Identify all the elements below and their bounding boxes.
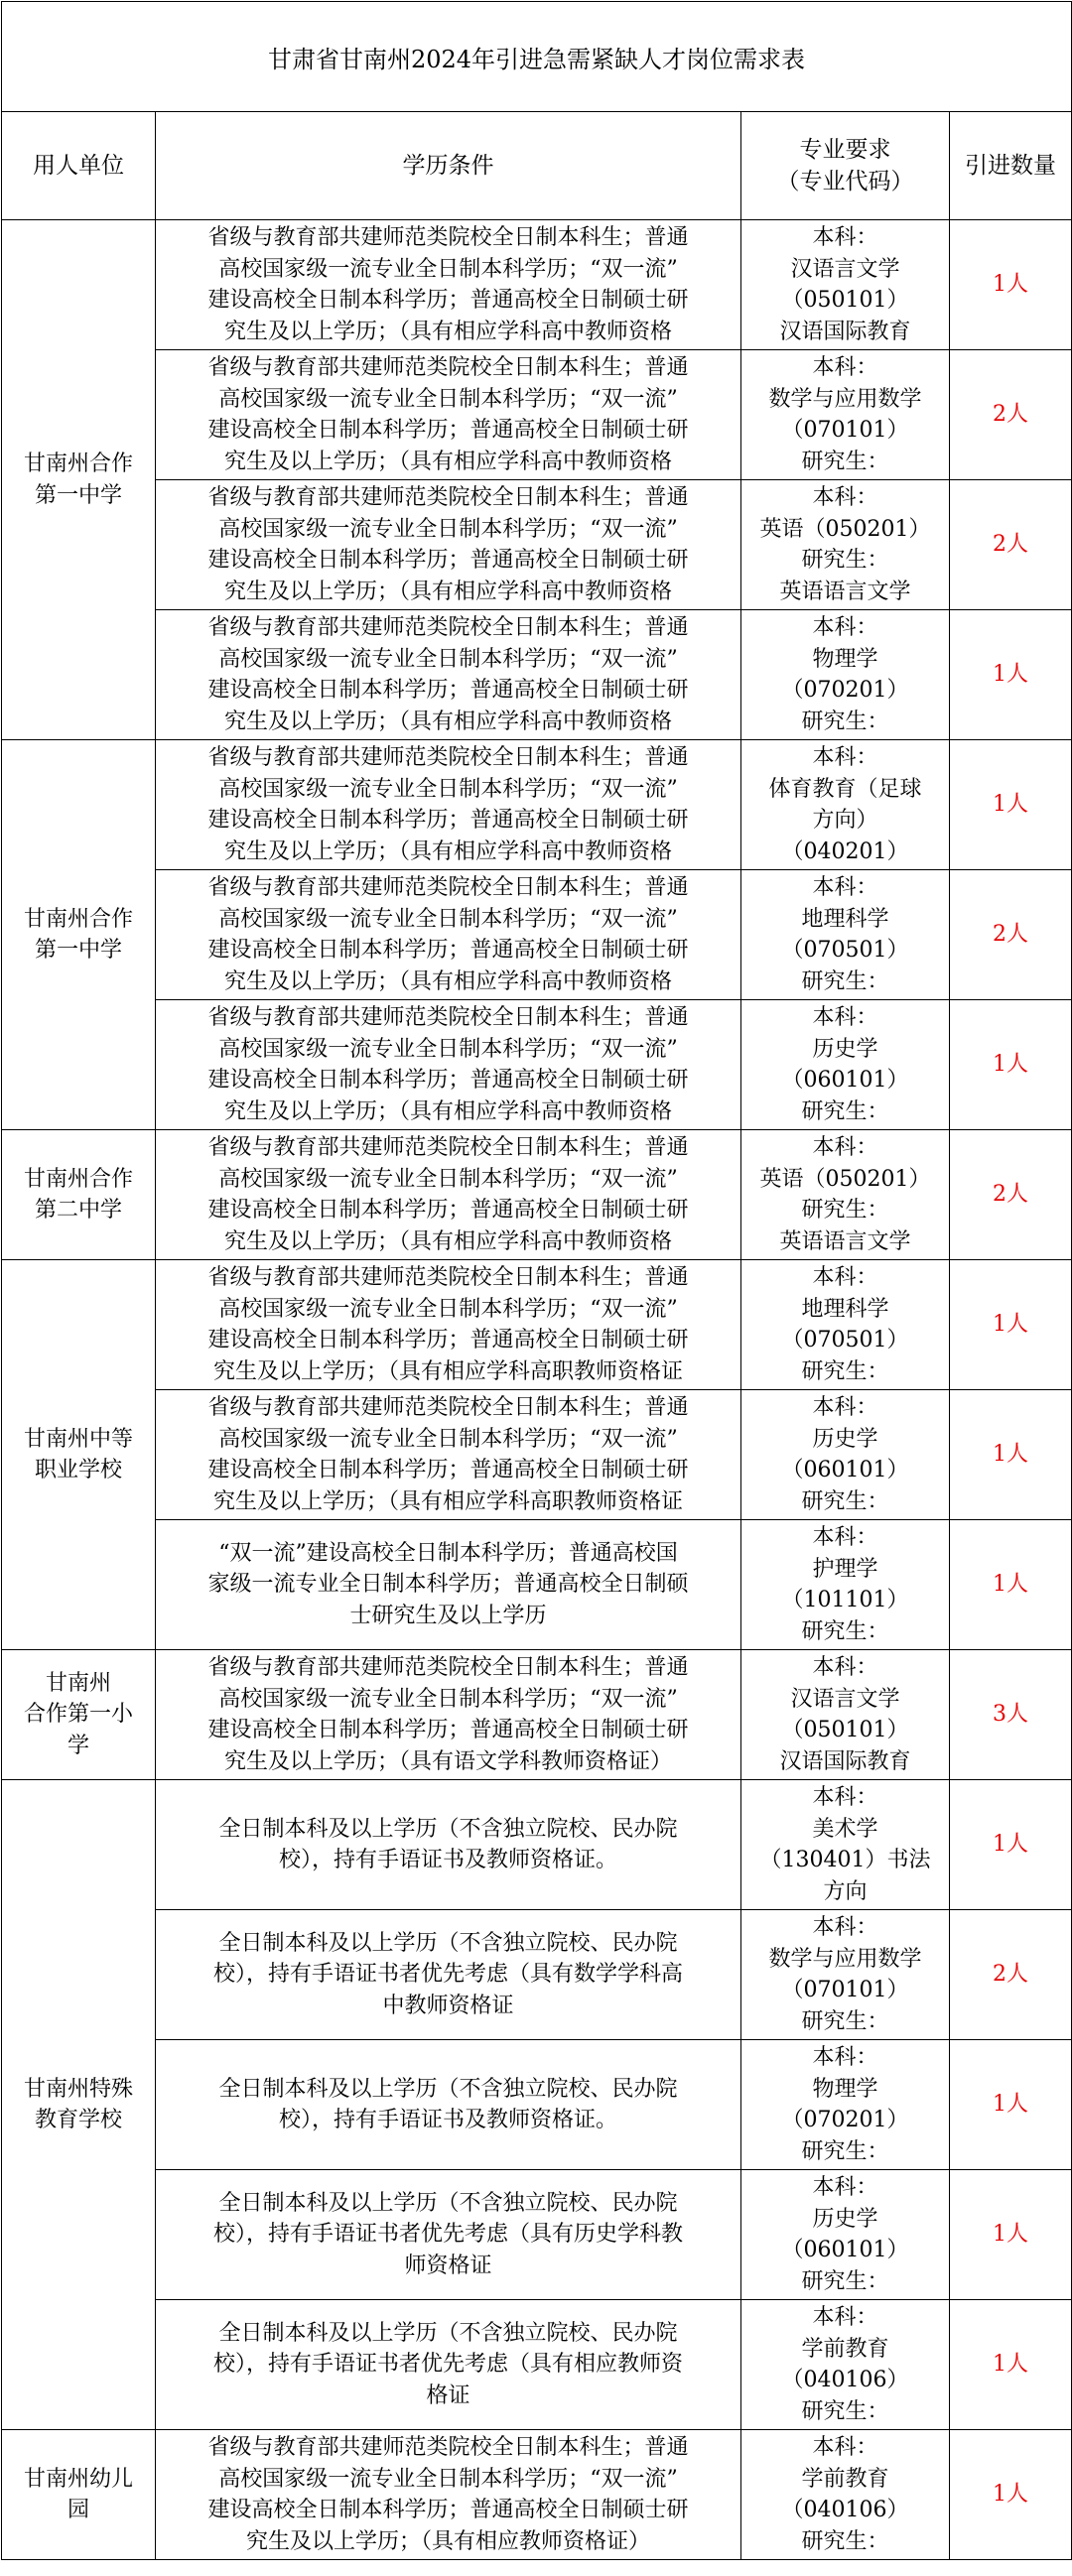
major-text-line: （070501） xyxy=(781,938,909,963)
education-text-line: 究生及以上学历；（具有相应学科高中教师资格 xyxy=(223,579,672,604)
major-text-line: （070101） xyxy=(781,1978,909,2002)
recruitment-table xyxy=(1,1,1072,2560)
education-cell xyxy=(156,2430,741,2560)
major-text-line: 本科： xyxy=(812,2175,878,2200)
major-text-line: 研究生： xyxy=(801,1198,889,1223)
education-text-line: 建设高校全日制本科学历；普通高校全日制硕士研 xyxy=(207,678,689,703)
unit-name-line: 甘南州中等 xyxy=(23,1426,133,1452)
count-cell: 1人 xyxy=(950,2170,1072,2300)
education-text-line: 省级与教育部共建师范类院校全日制本科生；普通 xyxy=(207,2435,689,2460)
major-cell xyxy=(741,1520,950,1650)
table-row xyxy=(2,1390,1072,1520)
major-text-line: 本科： xyxy=(812,2045,878,2070)
major-cell xyxy=(741,870,950,1000)
table-body xyxy=(2,220,1072,2560)
education-text-line: 究生及以上学历；（具有相应学科高职教师资格证 xyxy=(212,1488,683,1514)
major-text-line: 英语（050201） xyxy=(759,1166,931,1192)
major-text-line: （040106） xyxy=(781,2368,909,2392)
major-cell xyxy=(741,1000,950,1130)
count-cell: 1人 xyxy=(950,2040,1072,2170)
education-text-line: 建设高校全日制本科学历；普通高校全日制硕士研 xyxy=(207,2498,689,2522)
unit-cell xyxy=(2,2430,156,2560)
major-text-line: 本科： xyxy=(812,355,878,380)
unit-name-line: 甘南州合作 xyxy=(23,906,133,932)
table-row xyxy=(2,1520,1072,1650)
count-cell: 1人 xyxy=(950,1390,1072,1520)
education-text-line: 究生及以上学历；（具有相应教师资格证） xyxy=(245,2528,650,2554)
major-text-line: 研究生： xyxy=(801,1618,889,1644)
education-text-line: 建设高校全日制本科学历；普通高校全日制硕士研 xyxy=(207,1458,689,1482)
major-text-line: （130401）书法 xyxy=(759,1848,931,1872)
table-row xyxy=(2,350,1072,480)
table-row xyxy=(2,220,1072,350)
major-text-line: 英语语言文学 xyxy=(779,579,911,604)
major-text-line: 英语（050201） xyxy=(759,516,931,542)
major-text-line: （040201） xyxy=(781,838,909,864)
education-text-line: 究生及以上学历；（具有相应学科高中教师资格 xyxy=(223,1098,672,1124)
education-text-line: 省级与教育部共建师范类院校全日制本科生；普通 xyxy=(207,1395,689,1420)
major-text-line: 方向） xyxy=(812,808,878,833)
major-text-line: 研究生： xyxy=(801,449,889,474)
major-text-line: （101101） xyxy=(781,1588,909,1612)
education-text-line: 格证 xyxy=(426,2383,470,2408)
education-text-line: 省级与教育部共建师范类院校全日制本科生；普通 xyxy=(207,875,689,900)
major-text-line: 本科： xyxy=(812,1265,878,1290)
major-text-line: （070201） xyxy=(781,2108,909,2132)
major-text-line: 研究生： xyxy=(801,1358,889,1384)
unit-name-line: 第二中学 xyxy=(34,1198,122,1223)
major-text-line: （040106） xyxy=(781,2498,909,2522)
unit-name-line: 甘南州 xyxy=(45,1670,111,1696)
table-row xyxy=(2,1000,1072,1130)
major-cell xyxy=(741,2430,950,2560)
education-text-line: 高校国家级一流专业全日制本科学历；“双一流” xyxy=(218,386,678,412)
education-text-line: 全日制本科及以上学历（不含独立院校、民办院 xyxy=(218,2320,678,2346)
count-cell: 2人 xyxy=(950,1130,1072,1260)
education-cell xyxy=(156,610,741,740)
count-cell: 1人 xyxy=(950,610,1072,740)
major-text-line: 汉语国际教育 xyxy=(779,319,911,344)
major-text-line: （070501） xyxy=(781,1328,909,1352)
major-text-line: 研究生： xyxy=(801,2138,889,2164)
unit-cell xyxy=(2,220,156,740)
major-cell xyxy=(741,350,950,480)
major-text-line: 本科： xyxy=(812,225,878,250)
education-cell xyxy=(156,1390,741,1520)
education-text-line: 究生及以上学历；（具有相应学科高中教师资格 xyxy=(223,708,672,734)
major-cell xyxy=(741,1650,950,1780)
education-text-line: 全日制本科及以上学历（不含独立院校、民办院 xyxy=(218,2190,678,2216)
education-text-line: 校），持有手语证书及教师资格证。 xyxy=(278,1848,617,1872)
education-text-line: 建设高校全日制本科学历；普通高校全日制硕士研 xyxy=(207,1328,689,1352)
education-cell xyxy=(156,350,741,480)
major-text-line: 历史学 xyxy=(812,1036,878,1062)
table-row xyxy=(2,1130,1072,1260)
unit-name-line: 第一中学 xyxy=(34,938,122,963)
education-text-line: 高校国家级一流专业全日制本科学历；“双一流” xyxy=(218,1036,678,1062)
count-cell: 3人 xyxy=(950,1650,1072,1780)
education-cell xyxy=(156,740,741,870)
major-text-line: 地理科学 xyxy=(801,906,889,932)
header-row xyxy=(2,112,1072,220)
major-cell xyxy=(741,480,950,610)
count-cell: 2人 xyxy=(950,480,1072,610)
major-text-line: 研究生： xyxy=(801,2268,889,2294)
education-text-line: 究生及以上学历；（具有相应学科高职教师资格证 xyxy=(212,1358,683,1384)
unit-cell xyxy=(2,1130,156,1260)
major-cell xyxy=(741,1780,950,1910)
major-text-line: 地理科学 xyxy=(801,1296,889,1322)
education-text-line: 省级与教育部共建师范类院校全日制本科生；普通 xyxy=(207,745,689,770)
major-text-line: （060101） xyxy=(781,1458,909,1482)
unit-name-line: 第一中学 xyxy=(34,482,122,508)
education-text-line: 省级与教育部共建师范类院校全日制本科生；普通 xyxy=(207,1655,689,1680)
major-text-line: 本科： xyxy=(812,1785,878,1810)
major-text-line: 汉语言文学 xyxy=(790,1686,900,1712)
education-cell xyxy=(156,1910,741,2040)
education-text-line: 省级与教育部共建师范类院校全日制本科生；普通 xyxy=(207,1135,689,1160)
table-row xyxy=(2,1780,1072,1910)
count-cell: 2人 xyxy=(950,350,1072,480)
major-text-line: 本科： xyxy=(812,615,878,640)
major-text-line: 本科： xyxy=(812,1135,878,1160)
major-cell xyxy=(741,2170,950,2300)
major-cell xyxy=(741,220,950,350)
count-cell: 1人 xyxy=(950,740,1072,870)
education-cell xyxy=(156,1260,741,1390)
education-text-line: 校），持有手语证书及教师资格证。 xyxy=(278,2108,617,2132)
education-text-line: 高校国家级一流专业全日制本科学历；“双一流” xyxy=(218,1426,678,1452)
table-title: 甘肃省甘南州2024年引进急需紧缺人才岗位需求表 xyxy=(2,2,1072,112)
header-count: 引进数量 xyxy=(950,112,1072,220)
education-cell xyxy=(156,1650,741,1780)
table-row xyxy=(2,1260,1072,1390)
major-text-line: 本科： xyxy=(812,1395,878,1420)
education-cell xyxy=(156,480,741,610)
education-text-line: 士研究生及以上学历 xyxy=(349,1603,547,1628)
major-text-line: 美术学 xyxy=(812,1816,878,1842)
unit-name-line: 甘南州合作 xyxy=(23,451,133,476)
major-text-line: （060101） xyxy=(781,1068,909,1093)
education-text-line: 建设高校全日制本科学历；普通高校全日制硕士研 xyxy=(207,288,689,313)
major-text-line: 物理学 xyxy=(812,2076,878,2102)
table-row xyxy=(2,2170,1072,2300)
major-text-line: 汉语国际教育 xyxy=(779,1748,911,1774)
unit-name-line: 园 xyxy=(67,2498,89,2522)
major-cell xyxy=(741,740,950,870)
education-text-line: 究生及以上学历；（具有相应学科高中教师资格 xyxy=(223,1228,672,1254)
education-text-line: 建设高校全日制本科学历；普通高校全日制硕士研 xyxy=(207,1198,689,1223)
major-text-line: （050101） xyxy=(781,1718,909,1742)
education-text-line: 高校国家级一流专业全日制本科学历；“双一流” xyxy=(218,256,678,282)
major-text-line: 研究生： xyxy=(801,2008,889,2034)
education-text-line: 建设高校全日制本科学历；普通高校全日制硕士研 xyxy=(207,808,689,833)
major-text-line: 研究生： xyxy=(801,548,889,573)
education-text-line: 究生及以上学历；（具有相应学科高中教师资格 xyxy=(223,449,672,474)
major-text-line: 数学与应用数学 xyxy=(768,1946,922,1972)
major-text-line: 历史学 xyxy=(812,2206,878,2232)
table-row xyxy=(2,870,1072,1000)
count-cell: 1人 xyxy=(950,1000,1072,1130)
table-row xyxy=(2,2040,1072,2170)
major-text-line: 汉语言文学 xyxy=(790,256,900,282)
count-cell: 1人 xyxy=(950,1780,1072,1910)
count-cell: 1人 xyxy=(950,220,1072,350)
education-cell xyxy=(156,2040,741,2170)
unit-name-line: 学 xyxy=(67,1733,89,1758)
major-text-line: 方向 xyxy=(823,1878,868,1904)
major-text-line: 研究生： xyxy=(801,2398,889,2424)
education-text-line: 究生及以上学历；（具有语文学科教师资格证） xyxy=(223,1748,672,1774)
major-cell xyxy=(741,2300,950,2430)
count-cell: 1人 xyxy=(950,1520,1072,1650)
count-cell: 1人 xyxy=(950,1260,1072,1390)
major-text-line: （060101） xyxy=(781,2238,909,2262)
education-text-line: 高校国家级一流专业全日制本科学历；“双一流” xyxy=(218,646,678,672)
major-cell xyxy=(741,1390,950,1520)
count-cell: 2人 xyxy=(950,870,1072,1000)
education-text-line: 省级与教育部共建师范类院校全日制本科生；普通 xyxy=(207,485,689,510)
major-text-line: 数学与应用数学 xyxy=(768,386,922,412)
table-row xyxy=(2,2300,1072,2430)
header-unit: 用人单位 xyxy=(2,112,156,220)
education-text-line: 高校国家级一流专业全日制本科学历；“双一流” xyxy=(218,516,678,542)
major-text-line: 研究生： xyxy=(801,708,889,734)
major-text-line: 研究生： xyxy=(801,968,889,994)
education-text-line: 全日制本科及以上学历（不含独立院校、民办院 xyxy=(218,1930,678,1956)
education-text-line: 全日制本科及以上学历（不含独立院校、民办院 xyxy=(218,1816,678,1842)
unit-cell xyxy=(2,1650,156,1780)
education-cell xyxy=(156,1000,741,1130)
unit-cell xyxy=(2,1780,156,2430)
count-cell: 1人 xyxy=(950,2300,1072,2430)
education-text-line: 建设高校全日制本科学历；普通高校全日制硕士研 xyxy=(207,418,689,443)
table-row xyxy=(2,480,1072,610)
education-text-line: 究生及以上学历；（具有相应学科高中教师资格 xyxy=(223,319,672,344)
education-text-line: 高校国家级一流专业全日制本科学历；“双一流” xyxy=(218,776,678,802)
unit-name-line: 甘南州特殊 xyxy=(23,2076,133,2102)
unit-name-line: 甘南州合作 xyxy=(23,1166,133,1192)
major-text-line: （070201） xyxy=(781,678,909,703)
major-text-line: 学前教育 xyxy=(801,2466,889,2492)
table-row xyxy=(2,740,1072,870)
education-text-line: 中教师资格证 xyxy=(382,1993,514,2018)
table-row xyxy=(2,1910,1072,2040)
header-major xyxy=(741,112,950,220)
education-text-line: 家级一流专业全日制本科学历；普通高校全日制硕 xyxy=(207,1572,689,1598)
count-cell: 2人 xyxy=(950,1910,1072,2040)
unit-cell xyxy=(2,740,156,1130)
education-text-line: 究生及以上学历；（具有相应学科高中教师资格 xyxy=(223,968,672,994)
education-text-line: 省级与教育部共建师范类院校全日制本科生；普通 xyxy=(207,355,689,380)
education-text-line: 建设高校全日制本科学历；普通高校全日制硕士研 xyxy=(207,548,689,573)
header-education: 学历条件 xyxy=(156,112,741,220)
education-text-line: 省级与教育部共建师范类院校全日制本科生；普通 xyxy=(207,615,689,640)
education-cell xyxy=(156,2170,741,2300)
major-cell xyxy=(741,2040,950,2170)
header-major-line: 专业要求 xyxy=(799,137,891,163)
education-text-line: 究生及以上学历；（具有相应学科高中教师资格 xyxy=(223,838,672,864)
major-text-line: 英语语言文学 xyxy=(779,1228,911,1254)
education-text-line: 省级与教育部共建师范类院校全日制本科生；普通 xyxy=(207,225,689,250)
major-text-line: 学前教育 xyxy=(801,2336,889,2362)
education-cell xyxy=(156,220,741,350)
education-text-line: “双一流”建设高校全日制本科学历；普通高校国 xyxy=(218,1540,678,1566)
major-text-line: 本科： xyxy=(812,1915,878,1940)
header-major-code-line: （专业代码） xyxy=(776,169,914,194)
major-text-line: 护理学 xyxy=(812,1556,878,1582)
education-text-line: 高校国家级一流专业全日制本科学历；“双一流” xyxy=(218,2466,678,2492)
major-text-line: 本科： xyxy=(812,1525,878,1550)
education-text-line: 校），持有手语证书者优先考虑（具有历史学科教 xyxy=(212,2222,683,2248)
education-text-line: 省级与教育部共建师范类院校全日制本科生；普通 xyxy=(207,1005,689,1030)
education-text-line: 建设高校全日制本科学历；普通高校全日制硕士研 xyxy=(207,1718,689,1742)
major-cell xyxy=(741,1260,950,1390)
major-text-line: 本科： xyxy=(812,1655,878,1680)
table-row xyxy=(2,610,1072,740)
major-cell xyxy=(741,1910,950,2040)
major-text-line: 物理学 xyxy=(812,646,878,672)
major-text-line: 研究生： xyxy=(801,2528,889,2554)
major-text-line: 研究生： xyxy=(801,1098,889,1124)
unit-name-line: 职业学校 xyxy=(34,1458,122,1482)
major-text-line: 本科： xyxy=(812,745,878,770)
major-text-line: 本科： xyxy=(812,1005,878,1030)
major-text-line: 本科： xyxy=(812,875,878,900)
major-text-line: 本科： xyxy=(812,2435,878,2460)
education-text-line: 高校国家级一流专业全日制本科学历；“双一流” xyxy=(218,1166,678,1192)
table-row xyxy=(2,1650,1072,1780)
unit-name-line: 合作第一小 xyxy=(23,1702,133,1728)
unit-name-line: 教育学校 xyxy=(34,2108,122,2132)
count-cell: 1人 xyxy=(950,2430,1072,2560)
major-cell xyxy=(741,1130,950,1260)
major-text-line: 体育教育（足球 xyxy=(768,776,922,802)
table-row xyxy=(2,2430,1072,2560)
education-cell xyxy=(156,1780,741,1910)
education-text-line: 省级与教育部共建师范类院校全日制本科生；普通 xyxy=(207,1265,689,1290)
education-text-line: 建设高校全日制本科学历；普通高校全日制硕士研 xyxy=(207,1068,689,1093)
major-text-line: 本科： xyxy=(812,485,878,510)
education-text-line: 师资格证 xyxy=(404,2253,492,2278)
major-cell xyxy=(741,610,950,740)
education-cell xyxy=(156,870,741,1000)
education-text-line: 校），持有手语证书者优先考虑（具有数学学科高 xyxy=(212,1962,683,1988)
unit-cell xyxy=(2,1260,156,1650)
education-text-line: 校），持有手语证书者优先考虑（具有相应教师资 xyxy=(212,2352,683,2378)
major-text-line: 研究生： xyxy=(801,1488,889,1514)
education-text-line: 高校国家级一流专业全日制本科学历；“双一流” xyxy=(218,1296,678,1322)
education-text-line: 高校国家级一流专业全日制本科学历；“双一流” xyxy=(218,1686,678,1712)
major-text-line: 历史学 xyxy=(812,1426,878,1452)
education-cell xyxy=(156,1520,741,1650)
education-cell xyxy=(156,2300,741,2430)
education-cell xyxy=(156,1130,741,1260)
major-text-line: 本科： xyxy=(812,2305,878,2330)
major-text-line: （050101） xyxy=(781,288,909,313)
education-text-line: 全日制本科及以上学历（不含独立院校、民办院 xyxy=(218,2076,678,2102)
major-text-line: （070101） xyxy=(781,418,909,443)
education-text-line: 建设高校全日制本科学历；普通高校全日制硕士研 xyxy=(207,938,689,963)
unit-name-line: 甘南州幼儿 xyxy=(23,2466,133,2492)
education-text-line: 高校国家级一流专业全日制本科学历；“双一流” xyxy=(218,906,678,932)
